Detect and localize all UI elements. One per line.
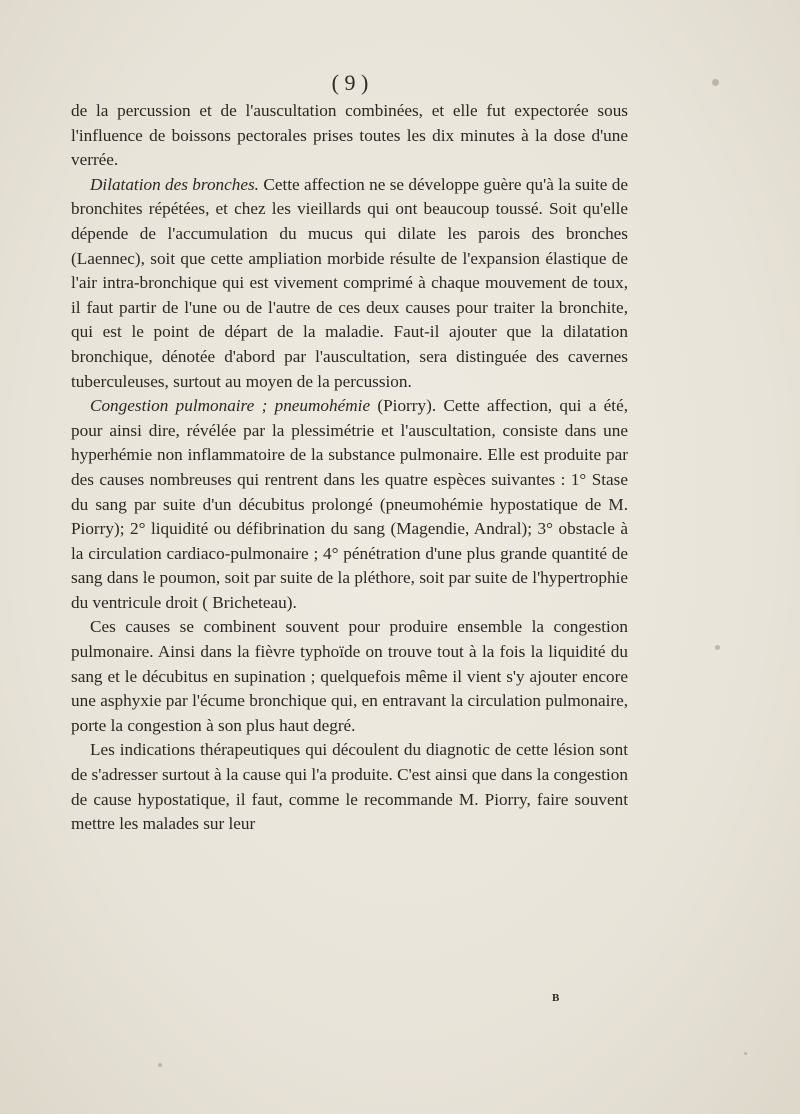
paragraph-3-text: (Piorry). Cette affection, qui a été, pour ainsi dire, révélée par la plessimétrie et l'auscultation, consiste dans une hyperhémie non inflammatoire de la substance pulmonaire. Elle est produite par des causes nombreuses qui rentrent dans les quatre espèces suivantes : 1° Stase du sang par suite d'un décubitus prolongé (pneumohémie hypostatique de M. Piorry); 2° liquidité ou défibrination du sang (Magendie, Andral); 3° obstacle à la circulation cardiaco-pulmonaire ; 4° pénétration d'une plus grande quantité de sang dans le poumon, soit par suite de la pléthore, soit par suite de l'hypertrophie du ventricule droit ( Bricheteau).	[71, 396, 628, 612]
paragraph-1	[71, 99, 628, 173]
paper-speck	[744, 1052, 747, 1055]
paragraph-4-text: Ces causes se combinent souvent pour produire ensemble la congestion pulmonaire. Ainsi dans la fièvre typhoïde on trouve tout à la fois la liquidité du sang et le décubitus en supination ; quelquefois même il vient s'y ajouter encore une asphyxie par l'écume bronchique qui, en entravant la circulation pulmonaire, porte la congestion à son plus haut degré.	[71, 617, 628, 735]
paragraph-2	[71, 173, 628, 394]
paper-speck	[715, 645, 720, 650]
paper-speck	[158, 1063, 162, 1067]
paragraph-5-text: Les indications thérapeutiques qui découlent du diagnotic de cette lésion sont de s'adresser surtout à la cause qui l'a produite. C'est ainsi que dans la congestion de cause hypostatique, il faut, comme le recommande M. Piorry, faire souvent mettre les malades sur leur	[71, 740, 628, 834]
page-number: ( 9 )	[331, 70, 369, 95]
paragraph-2-text: Cette affection ne se développe guère qu'à la suite de bronchites répétées, et chez les vieillards qui ont beaucoup toussé. Soit qu'elle dépende de l'accumulation du mucus qui dilate les parois des bronches (Laennec), soit que cette ampliation morbide résulte de l'expansion élastique de l'air intra-bronchique qui est vivement comprimé à chaque mouvement de toux, il faut partir de l'une ou de l'autre de ces deux causes pour traiter la bronchite, qui est le point de départ de la maladie. Faut-il ajouter que la dilatation bronchique, dénotée d'abord par l'auscultation, sera distinguée des cavernes tuberculeuses, surtout au moyen de la percussion.	[71, 174, 629, 391]
paragraph-4	[71, 615, 628, 738]
paragraph-3-heading: Congestion pulmonaire ; pneumohémie	[90, 396, 371, 416]
body-text	[71, 99, 628, 837]
signature-mark: B	[552, 992, 560, 1004]
paragraph-1-text: de la percussion et de l'auscultation combinées, et elle fut expectorée sous l'influence de boissons pectorales prises toutes les dix minutes à la dose d'une verrée.	[71, 101, 628, 170]
paper-speck	[712, 79, 719, 86]
paragraph-2-heading: Dilatation des bronches.	[90, 174, 259, 194]
paragraph-3	[71, 394, 628, 615]
paragraph-5	[71, 738, 628, 836]
